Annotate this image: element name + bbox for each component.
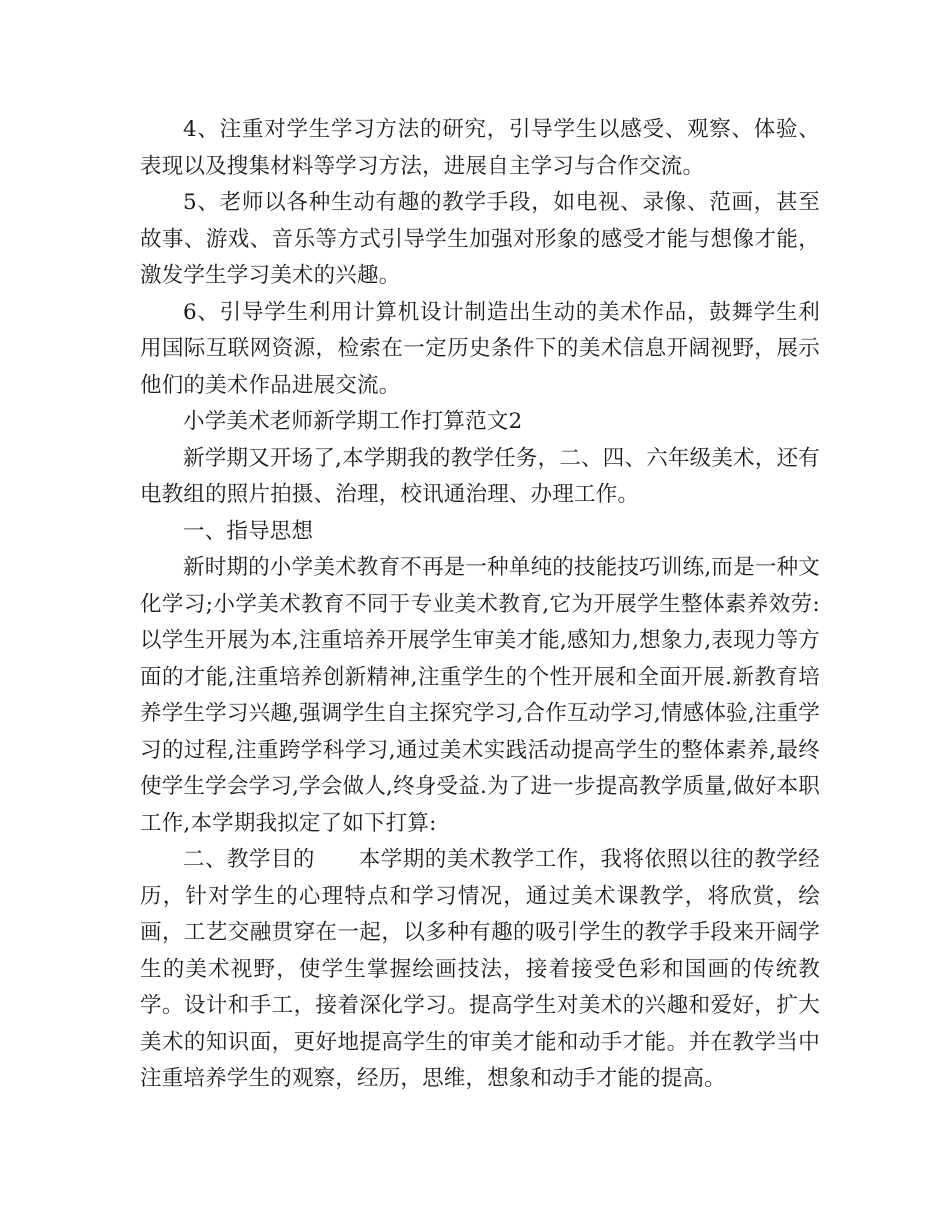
heading-guiding-thought: 一、指导思想 bbox=[183, 518, 314, 544]
intro-paragraph: 新学期又开场了,本学期我的教学任务，二、四、六年级美术，还有电教组的照片拍摄、治理，校讯通治理、办理工作。 bbox=[140, 445, 820, 507]
document-body bbox=[140, 112, 820, 1098]
teaching-goal-paragraph: 二、教学目的 本学期的美术教学工作，我将依照以往的教学经历，针对学生的心理特点和学习情况，通过美术课教学，将欣赏，绘画，工艺交融贯穿在一起，以多种有趣的吸引学生的教学手段来开阔学生的美术视野，使学生掌握绘画技法，接着接受色彩和国画的传统教学。设计和手工，接着深化学习。提高学生对美术的兴趣和爱好，扩大美术的知识面，更好地提高学生的审美才能和动手才能。并在教学当中注重培养学生的观察，经历，思维，想象和动手才能的提高。 bbox=[140, 847, 820, 1091]
paragraph-item-6: 6、引导学生利用计算机设计制造出生动的美术作品，鼓舞学生利用国际互联网资源，检索在一定历史条件下的美术信息开阔视野，展示他们的美术作品进展交流。 bbox=[140, 299, 820, 398]
paragraph-item-5: 5、老师以各种生动有趣的教学手段，如电视、录像、范画，甚至故事、游戏、音乐等方式引导学生加强对形象的感受才能与想像才能，激发学生学习美术的兴趣。 bbox=[140, 190, 820, 288]
section-title: 小学美术老师新学期工作打算范文2 bbox=[183, 409, 523, 434]
guiding-thought-paragraph: 新时期的小学美术教育不再是一种单纯的技能技巧训练,而是一种文化学习;小学美术教育不同于专业美术教育,它为开展学生整体素养效劳:以学生开展为本,注重培养开展学生审美才能,感知力,想象力,表现力等方面的才能,注重培养创新精神,注重学生的个性开展和全面开展.新教育培养学生学习兴趣,强调学生自主探究学习,合作互动学习,情感体验,注重学习的过程,注重跨学科学习,通过美术实践活动提高学生的整体素养,最终使学生学会学习,学会做人,终身受益.为了进一步提高教学质量,做好本职工作,本学期我拟定了如下打算: bbox=[140, 555, 820, 836]
paragraph-item-4: 4、注重对学生学习方法的研究，引导学生以感受、观察、体验、表现以及搜集材料等学习方法，进展自主学习与合作交流。 bbox=[140, 117, 820, 179]
